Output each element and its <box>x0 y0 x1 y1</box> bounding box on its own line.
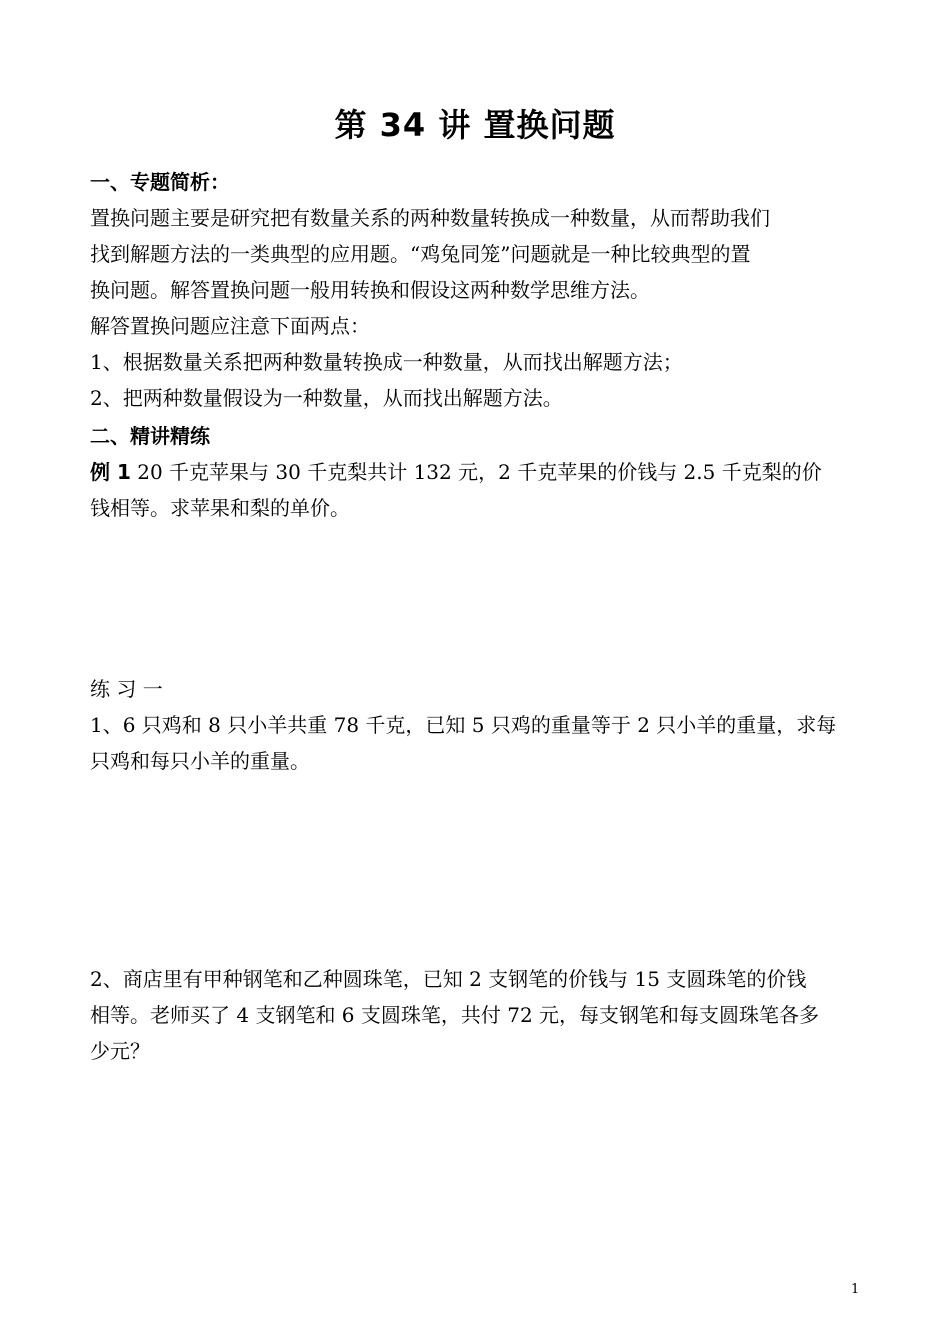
overview-line-4: 解答置换问题应注意下面两点： <box>90 314 370 338</box>
page-number: 1 <box>851 1282 860 1297</box>
overview-point-2: 2、把两种数量假设为一种数量，从而找出解题方法。 <box>90 386 563 410</box>
page-title: 第 34 讲 置换问题 <box>334 106 616 144</box>
overview-point-1: 1、根据数量关系把两种数量转换成一种数量，从而找出解题方法； <box>90 350 683 374</box>
exercise-q2-line-3: 少元？ <box>90 1039 150 1063</box>
example-1-label: 例 1 <box>90 460 131 484</box>
overview-line-3: 换问题。解答置换问题一般用转换和假设这两种数学思维方法。 <box>90 278 650 302</box>
example-1-line-1 <box>90 454 870 490</box>
exercise-heading: 练 习 一 <box>90 677 163 701</box>
overview-line-1: 置换问题主要是研究把有数量关系的两种数量转换成一种数量，从而帮助我们 <box>90 206 770 230</box>
exercise-q1-line-1: 1、6 只鸡和 8 只小羊共重 78 千克，已知 5 只鸡的重量等于 2 只小羊的重量，求每 <box>90 713 837 737</box>
exercise-q2-line-2: 相等。老师买了 4 支钢笔和 6 支圆珠笔，共付 72 元，每支钢笔和每支圆珠笔各多 <box>90 1003 820 1027</box>
exercise-q2-line-1: 2、商店里有甲种钢笔和乙种圆珠笔，已知 2 支钢笔的价钱与 15 支圆珠笔的价钱 <box>90 967 807 991</box>
example-1-line-2: 钱相等。求苹果和梨的单价。 <box>90 496 350 520</box>
exercise-q1-line-2: 只鸡和每只小羊的重量。 <box>90 749 310 773</box>
example-1-text: 20 千克苹果与 30 千克梨共计 132 元，2 千克苹果的价钱与 2.5 千克梨的价 <box>130 460 822 484</box>
section-heading-lessons: 二、精讲精练 <box>90 424 210 448</box>
section-heading-overview: 一、专题简析： <box>90 170 230 194</box>
overview-line-2: 找到解题方法的一类典型的应用题。“鸡兔同笼”问题就是一种比较典型的置 <box>90 242 751 266</box>
